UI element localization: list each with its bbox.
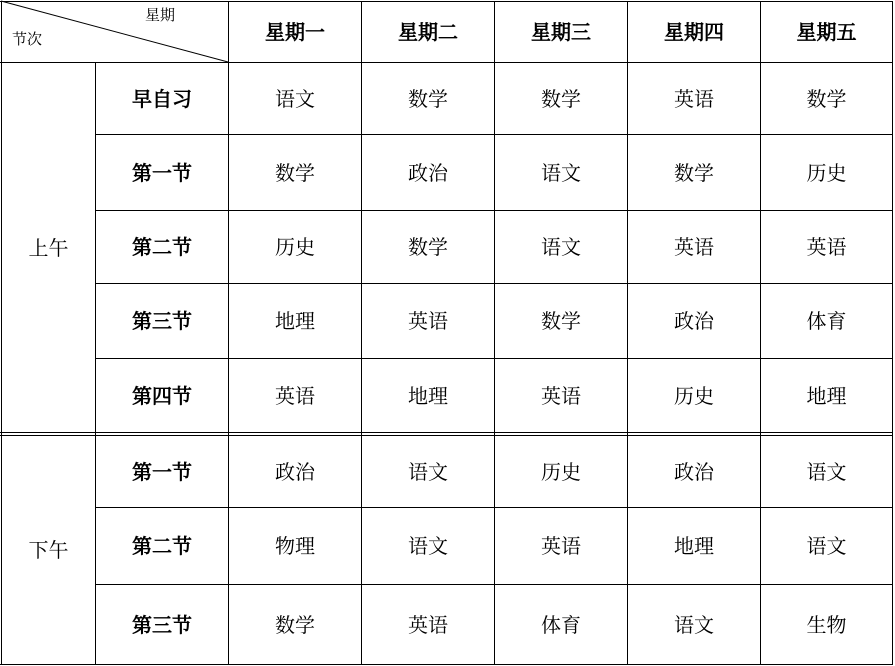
- day-header: 星期二: [398, 20, 458, 44]
- subject-cell: 地理: [275, 309, 315, 333]
- subject-cell: 英语: [408, 612, 448, 637]
- section-label-afternoon: 下午: [28, 538, 69, 562]
- day-header: 星期三: [531, 20, 591, 44]
- subject-cell: 英语: [806, 235, 847, 259]
- subject-cell: 语文: [408, 534, 448, 558]
- day-header: 星期五: [796, 20, 857, 44]
- rule-right: [892, 1, 893, 665]
- period-name: 第一节: [132, 459, 192, 484]
- subject-cell: 英语: [408, 309, 448, 333]
- subject-cell: 政治: [674, 309, 714, 333]
- subject-cell: 地理: [674, 534, 714, 558]
- subject-cell: 数学: [408, 86, 448, 111]
- period-name: 第二节: [132, 534, 192, 558]
- corner-period-label: 节次: [12, 30, 43, 48]
- period-name: 第三节: [132, 309, 192, 333]
- subject-cell: 生物: [806, 612, 847, 637]
- subject-cell: 语文: [541, 235, 581, 259]
- subject-cell: 语文: [541, 160, 581, 185]
- subject-cell: 英语: [541, 383, 581, 408]
- subject-cell: 英语: [674, 86, 714, 111]
- subject-cell: 语文: [275, 86, 315, 111]
- subject-cell: 数学: [806, 86, 847, 111]
- subject-cell: 政治: [408, 160, 448, 185]
- subject-cell: 历史: [541, 459, 581, 484]
- subject-cell: 数学: [541, 309, 581, 333]
- period-name: 第一节: [132, 160, 192, 185]
- subject-cell: 体育: [806, 309, 847, 333]
- subject-cell: 语文: [806, 459, 847, 484]
- period-name: 第三节: [132, 612, 192, 637]
- day-header: 星期一: [265, 20, 325, 44]
- subject-cell: 英语: [674, 235, 714, 259]
- subject-cell: 历史: [275, 235, 315, 259]
- subject-cell: 历史: [674, 383, 714, 408]
- subject-cell: 数学: [408, 235, 448, 259]
- corner-day-label: 星期: [145, 6, 176, 24]
- period-name: 第二节: [132, 235, 192, 259]
- subject-cell: 地理: [408, 383, 448, 408]
- subject-cell: 数学: [275, 160, 315, 185]
- subject-cell: 语文: [674, 612, 714, 637]
- subject-cell: 数学: [541, 86, 581, 111]
- subject-cell: 英语: [541, 534, 581, 558]
- subject-cell: 历史: [806, 160, 847, 185]
- subject-cell: 物理: [275, 534, 315, 558]
- subject-cell: 地理: [806, 383, 847, 408]
- subject-cell: 语文: [408, 459, 448, 484]
- subject-cell: 英语: [275, 383, 315, 408]
- subject-cell: 数学: [275, 612, 315, 637]
- subject-cell: 政治: [275, 459, 315, 484]
- subject-cell: 政治: [674, 459, 714, 484]
- subject-cell: 数学: [674, 160, 714, 185]
- subject-cell: 语文: [806, 534, 847, 558]
- day-header: 星期四: [664, 20, 724, 44]
- subject-cell: 体育: [541, 612, 581, 637]
- period-name: 第四节: [132, 383, 192, 408]
- section-label-morning: 上午: [28, 235, 69, 260]
- period-name: 早自习: [132, 86, 192, 111]
